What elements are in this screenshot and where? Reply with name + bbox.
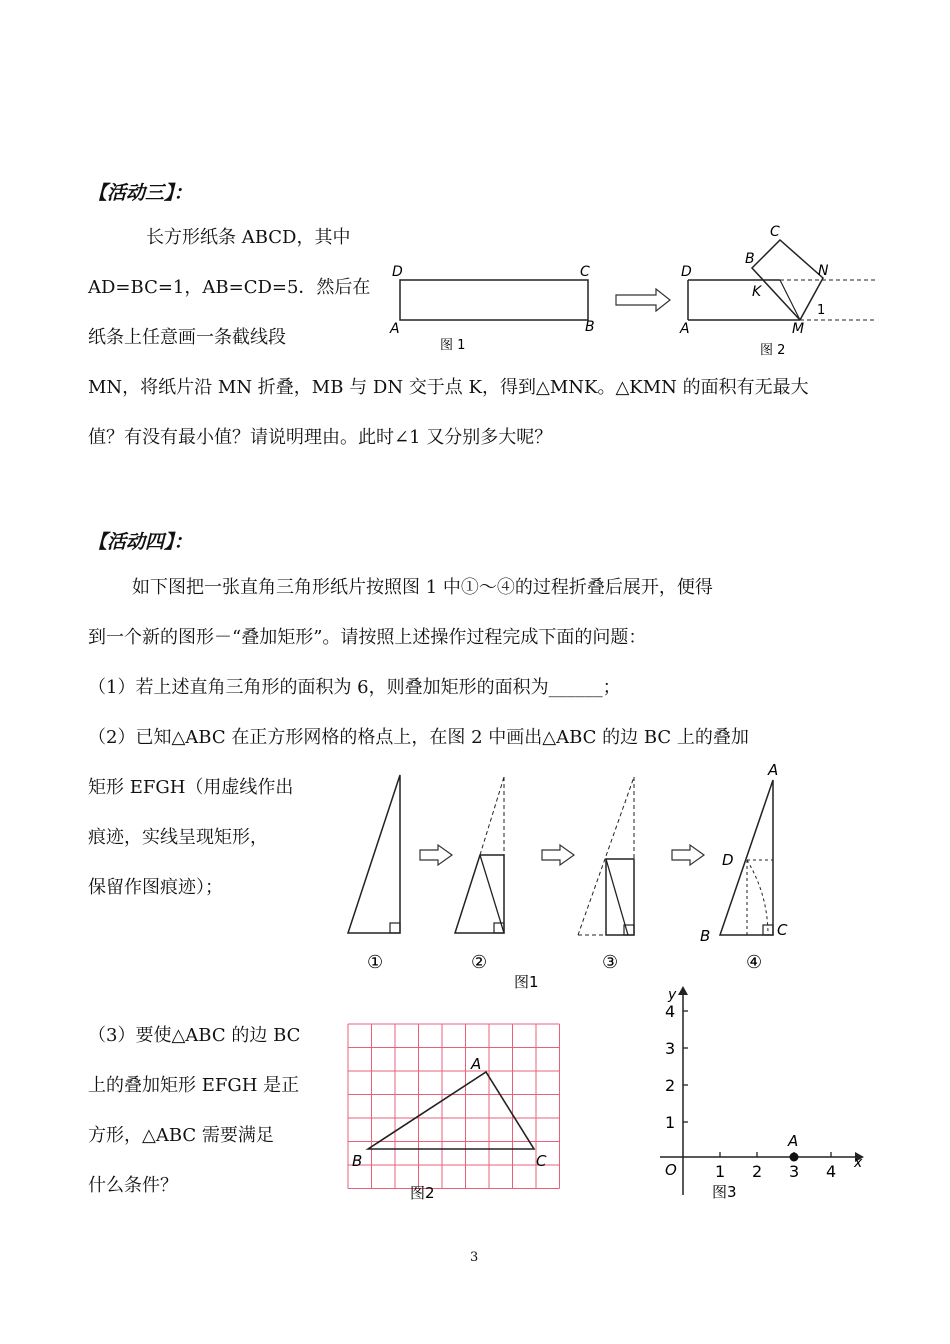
activity3-heading: 【活动三】：	[88, 182, 193, 204]
activity4-question-3-line-4: 什么条件？	[88, 1175, 178, 1196]
activity4-question-1: （1）若上述直角三角形的面积为 6，则叠加矩形的面积为______；	[88, 677, 621, 698]
activity4-figure2	[346, 1020, 566, 1205]
activity4-heading: 【活动四】：	[88, 531, 193, 553]
activity4-question-2-line-3: 痕迹，实线呈现矩形，	[88, 827, 268, 848]
fig2-label-A: A	[680, 321, 690, 337]
fig2-label-K: K	[752, 284, 762, 300]
activity4-question-2-line-1: （2）已知△ABC 在正方形网格的格点上，在图 2 中画出△ABC 的边 BC 上的叠加	[88, 727, 749, 748]
activity4-intro-1: 如下图把一张直角三角形纸片按照图 1 中①～④的过程折叠后展开，便得	[132, 577, 713, 598]
y-axis-label: y	[668, 987, 677, 1003]
activity4-question-2-line-4: 保留作图痕迹）；	[88, 877, 223, 898]
fig2-label-N: N	[818, 263, 829, 279]
fig2-label-C: C	[770, 224, 780, 240]
step-2-label: ②	[471, 952, 488, 973]
fig1-label-A: A	[768, 761, 779, 779]
fig1-label-B: B	[700, 927, 711, 945]
fig3-caption: 图3	[712, 1183, 737, 1200]
activity3-figures	[380, 218, 880, 363]
fig1-label-C: C	[580, 264, 590, 280]
fig1-label-D: D	[722, 851, 734, 869]
fig1-label-B: B	[585, 319, 595, 335]
x-axis-label: x	[854, 1155, 863, 1171]
activity4-question-3-line-3: 方形，△ABC 需要满足	[88, 1125, 274, 1146]
fig2-label-M: M	[792, 321, 805, 337]
activity3-line-2: AD=BC=1，AB=CD=5．然后在	[88, 277, 371, 298]
activity3-line-3: 纸条上任意画一条截线段	[88, 327, 286, 348]
fig2-caption: 图2	[410, 1184, 435, 1202]
x-tick-label: 4	[826, 1162, 837, 1181]
step-1-label: ①	[367, 952, 384, 973]
grid	[348, 1024, 560, 1189]
fig2-label-1: 1	[817, 303, 826, 318]
fig2-label-C: C	[536, 1152, 547, 1170]
activity4-figure1	[340, 755, 800, 995]
y-tick-label: 1	[665, 1113, 676, 1132]
x-tick-label: 1	[715, 1162, 726, 1181]
activity4-question-3-line-2: 上的叠加矩形 EFGH 是正	[88, 1075, 300, 1096]
activity4-intro-2: 到一个新的图形－“叠加矩形”。请按照上述操作过程完成下面的问题：	[88, 627, 647, 648]
activity4-question-3-line-1: （3）要使△ABC 的边 BC	[88, 1025, 301, 1046]
fig1-caption: 图1	[514, 973, 539, 991]
fig1-label-C: C	[777, 921, 788, 939]
y-tick-label: 2	[665, 1076, 676, 1095]
right-arrow-icon	[420, 845, 452, 865]
activity3-line-1: 长方形纸条 ABCD，其中	[146, 227, 351, 248]
triangle-abc	[368, 1072, 534, 1149]
fig1-caption: 图 1	[440, 338, 466, 353]
step-4-label: ④	[746, 952, 763, 973]
x-tick-label: 3	[789, 1162, 800, 1181]
y-tick-label: 3	[665, 1039, 676, 1058]
right-arrow-icon	[672, 845, 704, 865]
activity3-line-4: MN，将纸片沿 MN 折叠，MB 与 DN 交于点 K，得到△MNK。△KMN 的面积有无最大	[88, 377, 809, 398]
right-arrow-icon	[616, 289, 670, 311]
activity4-figure3	[650, 985, 870, 1200]
fig2-label-B: B	[745, 251, 755, 267]
y-tick-label: 4	[665, 1002, 676, 1021]
point-a	[790, 1153, 799, 1162]
fig2-caption: 图 2	[760, 343, 786, 358]
step-3-label: ③	[602, 952, 619, 973]
page-number: 3	[470, 1250, 479, 1265]
activity4-question-2-line-2: 矩形 EFGH（用虚线作出	[88, 777, 294, 798]
fig2-label-D: D	[681, 264, 692, 280]
activity3-line-5: 值？有没有最小值？请说明理由。此时∠1 又分别多大呢？	[88, 427, 553, 448]
fig2-label-B: B	[352, 1152, 363, 1170]
x-tick-label: 2	[752, 1162, 763, 1181]
right-arrow-icon	[542, 845, 574, 865]
fig2-label-A: A	[471, 1055, 482, 1073]
fig1-label-D: D	[392, 264, 403, 280]
fig1-label-A: A	[390, 321, 400, 337]
origin-label: O	[665, 1161, 677, 1179]
point-a-label: A	[788, 1132, 799, 1150]
fig1-rectangle	[400, 280, 588, 320]
